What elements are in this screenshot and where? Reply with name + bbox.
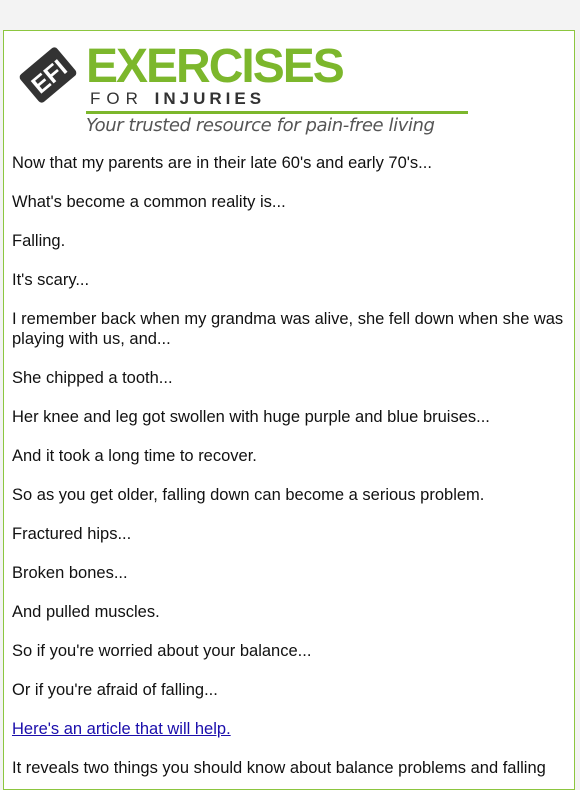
paragraph: Broken bones... [12, 564, 128, 582]
paragraph: So if you're worried about your balance... [12, 642, 312, 660]
top-bar [0, 0, 580, 30]
paragraph: What's become a common reality is... [12, 193, 286, 211]
brand-sub-for: FOR [90, 89, 144, 108]
paragraph: Her knee and leg got swollen with huge purple and blue bruises... [12, 408, 490, 426]
brand-sub-wordmark [90, 89, 265, 109]
paragraph: Fractured hips... [12, 525, 132, 543]
paragraph: I remember back when my grandma was alive, she fell down when she was playing with us, and... [12, 310, 564, 348]
paragraph: It's scary... [12, 271, 90, 289]
logo-mark-text: EFI [26, 54, 73, 100]
paragraph: Falling. [12, 232, 66, 250]
brand-wordmark: EXERCISES [86, 40, 343, 93]
email-body [4, 143, 574, 778]
link-paragraph [12, 719, 564, 739]
brand-sub-injuries: INJURIES [154, 89, 266, 108]
paragraph: Or if you're afraid of falling... [12, 681, 218, 699]
brand-tagline: Your trusted resource for pain-free living [86, 115, 435, 136]
email-card [3, 30, 575, 790]
paragraph: Now that my parents are in their late 60's and early 70's... [12, 154, 432, 172]
paragraph: She chipped a tooth... [12, 369, 173, 387]
paragraph: And pulled muscles. [12, 603, 160, 621]
paragraph: And it took a long time to recover. [12, 447, 257, 465]
article-link[interactable]: Here's an article that will help. [12, 720, 231, 738]
email-header [4, 31, 574, 143]
paragraph: So as you get older, falling down can become a serious problem. [12, 486, 485, 504]
brand-rule [86, 111, 468, 114]
efi-logo-icon [16, 43, 80, 107]
paragraph: It reveals two things you should know about balance problems and falling [12, 759, 546, 777]
